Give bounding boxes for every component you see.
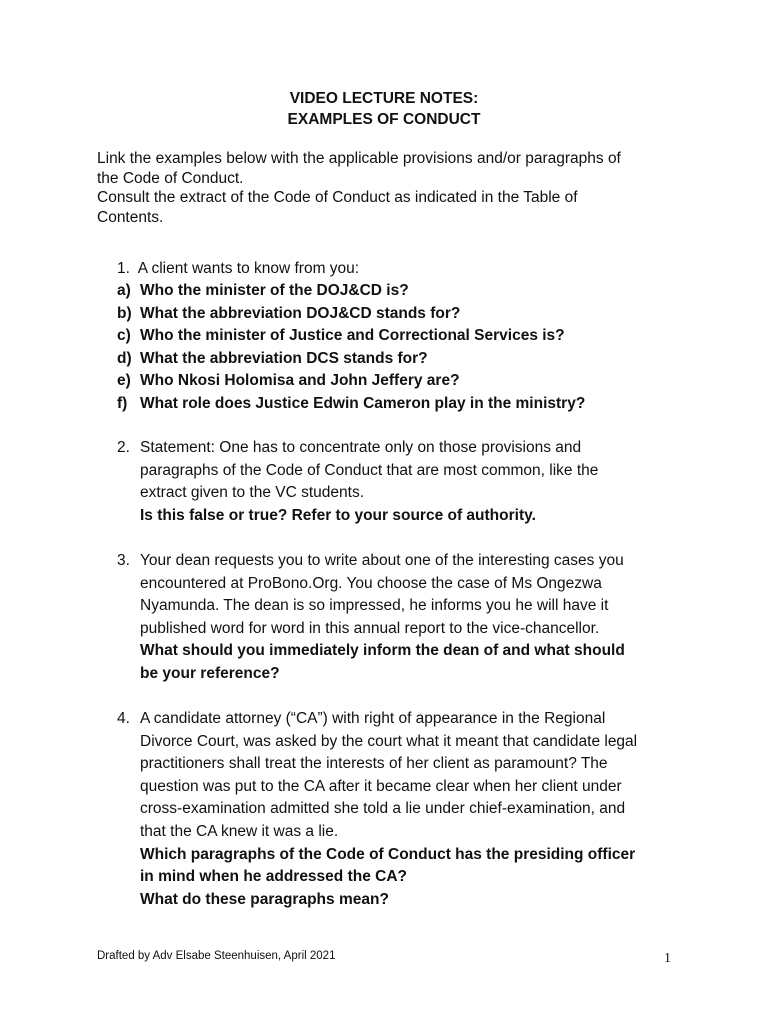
question-4-line: A candidate attorney (“CA”) with right of appearance in the Regional [140,710,606,727]
subquestion [117,393,585,416]
subquestion [117,303,585,326]
question-4-prompt: What do these paragraphs mean? [140,890,389,908]
subquestion-letter: a) [117,282,131,299]
intro-paragraph [97,149,697,227]
subquestion-text: Who the minister of the DOJ&CD is? [140,282,409,299]
question-2-prompt: Is this false or true? Refer to your source of authority. [140,506,536,524]
subquestion [117,325,585,348]
question-4-line: Divorce Court, was asked by the court what it meant that candidate legal [140,732,638,750]
subquestion [117,280,585,303]
intro-line: the Code of Conduct. [97,169,244,187]
question-2 [117,437,677,527]
subquestion-text: Who the minister of Justice and Correctional Services is? [140,327,565,345]
question-1-subquestions [117,280,585,416]
subquestion-letter: f) [117,394,128,412]
question-4-line: that the CA knew it was a lie. [140,822,339,840]
question-4-prompt: in mind when he addressed the CA? [140,868,407,886]
subquestion-letter: e) [117,372,131,390]
question-3-prompt: What should you immediately inform the dean of and what should [140,642,625,660]
subquestion-text: Who Nkosi Holomisa and John Jeffery are? [140,372,460,390]
subquestion-text: What the abbreviation DCS stands for? [140,349,428,367]
footer-page-number: 1 [664,951,671,966]
title-line-1: VIDEO LECTURE NOTES: [289,90,479,107]
subquestion-letter: d) [117,349,132,367]
question-2-line: Statement: One has to concentrate only on those provisions and [140,439,582,456]
question-1-intro [117,258,359,281]
question-4-number: 4. [117,710,130,727]
question-3-line: Your dean requests you to write about one of the interesting cases you [140,552,624,569]
subquestion-letter: c) [117,327,131,345]
question-1-text: A client wants to know from you: [137,260,360,277]
subquestion-text: What the abbreviation DOJ&CD stands for? [140,304,461,322]
question-3-line: encountered at ProBono.Org. You choose the case of Ms Ongezwa [140,574,602,592]
question-3 [117,550,677,686]
title-line-2: EXAMPLES OF CONDUCT [287,111,481,128]
subquestion-text: What role does Justice Edwin Cameron play in the ministry? [140,394,586,412]
question-2-line: extract given to the VC students. [140,484,365,502]
question-4-prompt: Which paragraphs of the Code of Conduct has the presiding officer [140,845,636,863]
question-4-line: question was put to the CA after it became clear when her client under [140,777,622,795]
question-4 [117,708,677,911]
subquestion [117,370,585,393]
intro-line: Contents. [97,208,164,226]
question-3-number: 3. [117,552,130,569]
intro-line: Link the examples below with the applicable provisions and/or paragraphs of [97,150,621,167]
question-2-line: paragraphs of the Code of Conduct that are most common, like the [140,461,599,479]
question-3-line: Nyamunda. The dean is so impressed, he informs you he will have it [140,597,609,615]
question-3-line: published word for word in this annual report to the vice-chancellor. [140,619,600,637]
question-4-line: cross-examination admitted she told a lie under chief-examination, and [140,800,626,818]
question-3-prompt: be your reference? [140,664,280,682]
subquestion [117,348,585,371]
question-2-number: 2. [117,439,130,456]
footer-drafted-by: Drafted by Adv Elsabe Steenhuisen, April 2021 [97,950,336,962]
question-4-line: practitioners shall treat the interests of her client as paramount? The [140,755,608,773]
subquestion-letter: b) [117,304,132,322]
intro-line: Consult the extract of the Code of Conduct as indicated in the Table of [97,189,578,206]
question-1-number: 1. [117,260,130,277]
